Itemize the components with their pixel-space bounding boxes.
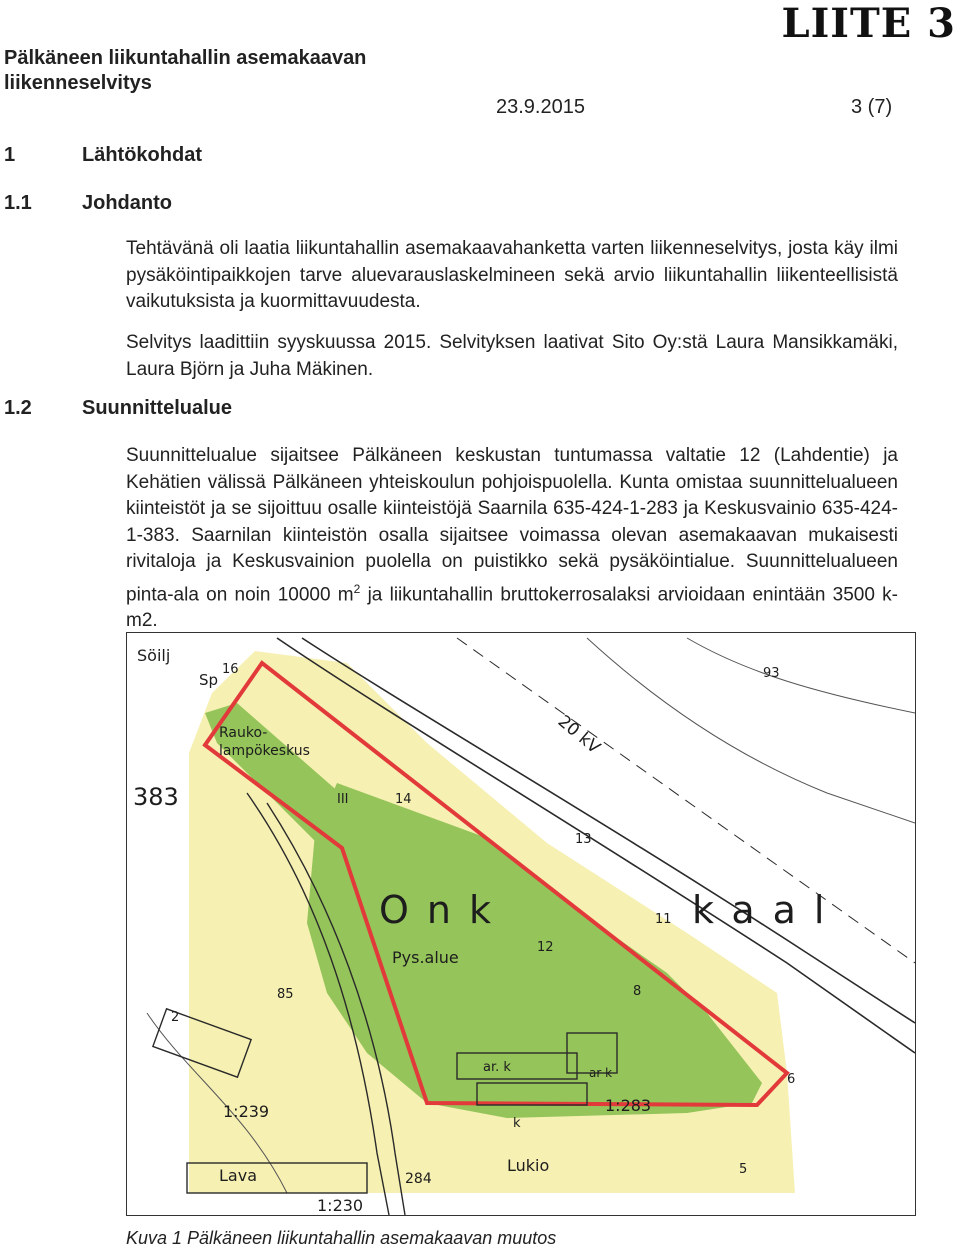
- heading-number: 1.2: [4, 397, 32, 419]
- heading-text: Johdanto: [82, 192, 172, 214]
- map-label-onk: Onk: [379, 888, 509, 932]
- map-label-pys-alue: Pys.alue: [392, 948, 459, 967]
- document-date: 23.9.2015: [496, 96, 585, 118]
- map-label-5: 5: [739, 1162, 748, 1177]
- map-label-14: 14: [395, 792, 412, 807]
- document-title-line-2: liikenneselvitys: [4, 72, 152, 94]
- map-label-soiljot: Söilj: [137, 646, 171, 665]
- paragraph-planning-area: [126, 443, 898, 635]
- map-label-1-239: 1:239: [223, 1102, 270, 1121]
- zoning-map-svg: [127, 633, 915, 1215]
- paragraph-text-part-1: Suunnittelualue sijaitsee Pälkäneen keskustan tuntumassa valtatie 12 (Lahdentie) ja Kehätien välissä Pälkäneen yhteiskoulun pohjoispuolella. Kunta omistaa suunnittelualueen kiinteistöt ja se sijoittuu osalle kiinteistöjä Saarnila 635-424-1-283 ja Keskusvainio 635-424-1-383. Saarnilan kiinteistön osalla sijaitsee voimassa olevan asemakaavan mukaisesti rivitaloja ja Keskusvainion puolella on puistikko sekä pysäköintialue. Suunnittelualueen pinta-ala on noin 10000 m: [126, 445, 898, 605]
- map-label-12: 12: [537, 940, 554, 955]
- map-label-284: 284: [405, 1171, 432, 1187]
- paragraph-text-part-2: ja liikuntahallin bruttokerrosalaksi arvioidaan enintään 3500 k-m2.: [126, 583, 898, 632]
- heading-suunnittelualue: [4, 397, 232, 420]
- document-title: [4, 46, 366, 96]
- map-label-8: 8: [633, 984, 642, 999]
- map-label-13: 13: [575, 832, 592, 847]
- paragraph-authors: Selvitys laadittiin syyskuussa 2015. Selvityksen laativat Sito Oy:stä Laura Mansikkamäki, Laura Björn ja Juha Mäkinen.: [126, 332, 898, 380]
- heading-number: 1.1: [4, 192, 32, 214]
- paragraph-intro: Tehtävänä oli laatia liikuntahallin asemakaavahanketta varten liikenneselvitys, josta käy ilmi pysäköintipaikkojen tarve aluevarauslaskelmineen sekä arvio liikuntahallin liikenteellisistä vaikutuksista ja kuormittavuudesta.: [126, 238, 898, 312]
- map-label-lukio: Lukio: [507, 1156, 550, 1175]
- map-label-85: 85: [277, 987, 294, 1002]
- map-label-ar-k-2: ar k: [589, 1066, 613, 1080]
- document-title-line-1: Pälkäneen liikuntahallin asemakaavan: [4, 47, 367, 69]
- map-label-k: k: [513, 1116, 521, 1131]
- map-label-rauko-1: Rauko-: [219, 725, 268, 741]
- figure-caption: Kuva 1 Pälkäneen liikuntahallin asemakaavan muutos: [126, 1228, 557, 1248]
- map-label-93: 93: [763, 666, 780, 681]
- map-label-ar-k: ar. k: [483, 1060, 511, 1075]
- map-label-kaal: kaal: [692, 888, 843, 932]
- heading-number: 1: [4, 144, 16, 166]
- map-contour-2: [687, 638, 915, 713]
- map-label-20kv: 20 kV: [553, 711, 604, 759]
- map-label-lava: Lava: [219, 1166, 257, 1185]
- map-label-iii: III: [337, 792, 349, 807]
- page-number: 3 (7): [851, 96, 893, 118]
- map-label-2: 2: [171, 1010, 180, 1025]
- heading-lahtokohdat: [4, 144, 202, 167]
- map-label-16: 16: [222, 662, 239, 677]
- map-label-sp: Sp: [199, 671, 219, 689]
- map-label-6: 6: [787, 1072, 796, 1087]
- appendix-label: LIITE 3: [781, 0, 956, 47]
- map-label-11: 11: [655, 912, 672, 927]
- map-label-1-283: 1:283: [605, 1096, 652, 1115]
- heading-johdanto: [4, 192, 172, 215]
- map-contour-1: [587, 638, 915, 823]
- heading-text: Lähtökohdat: [82, 144, 202, 166]
- heading-text: Suunnittelualue: [82, 397, 232, 419]
- map-label-1-230: 1:230: [317, 1196, 364, 1215]
- map-label-383: 383: [133, 783, 179, 811]
- superscript-2: 2: [353, 581, 361, 596]
- map-label-rauko-2: lampökeskus: [219, 743, 310, 759]
- zoning-map: [126, 632, 916, 1216]
